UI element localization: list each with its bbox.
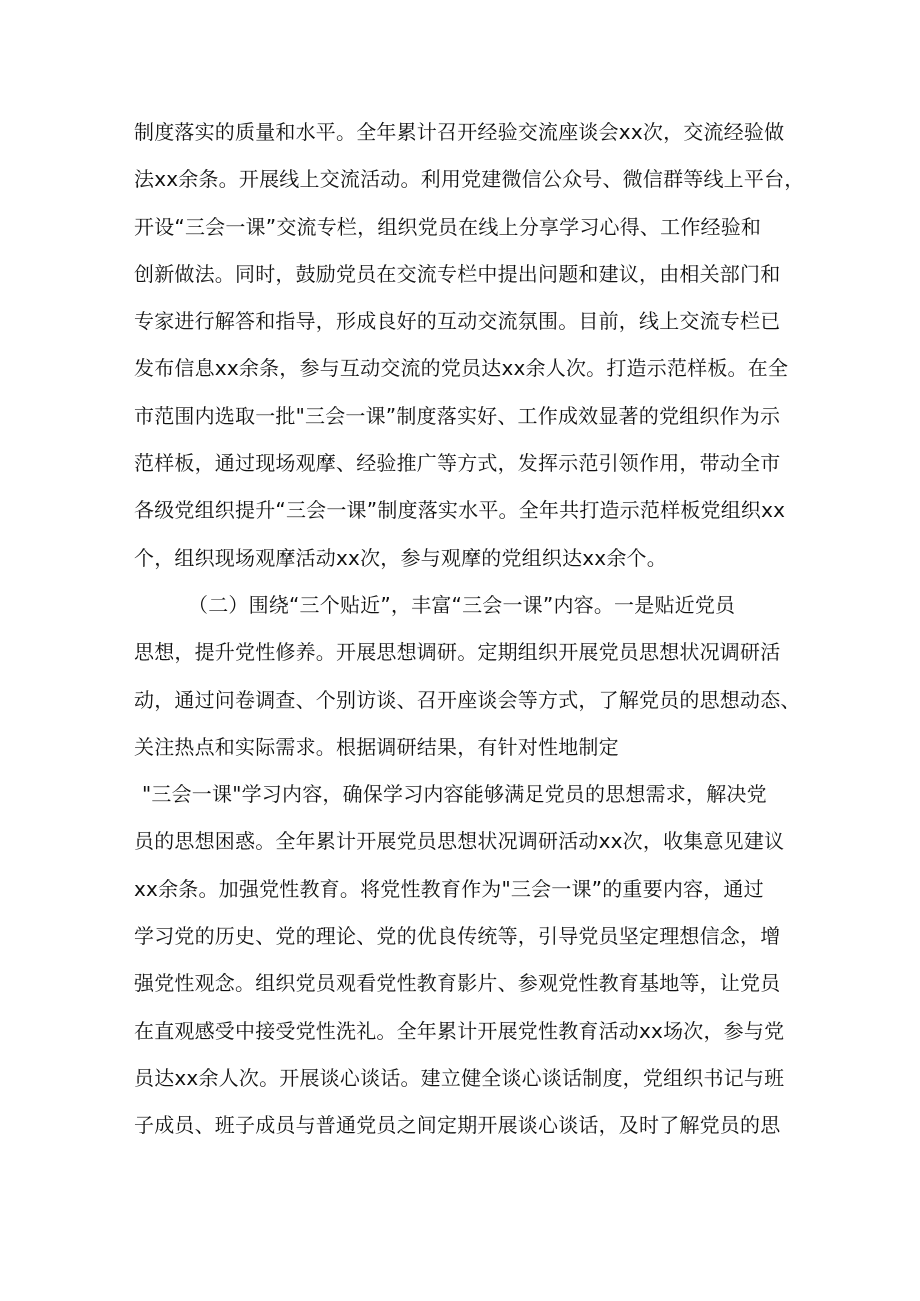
section-heading-line: （二）围绕“三个贴近”，丰富“三会一课”内容。一是贴近党员 bbox=[188, 592, 736, 617]
text-line: 开设“三会一课”交流专栏，组织党员在线上分享学习心得、工作经验和 bbox=[134, 214, 762, 239]
text-line: 学习党的历史、党的理论、党的优良传统等，引导党员坚定理想信念，增 bbox=[134, 924, 781, 949]
text-line: 个，组织现场观摩活动xx次，参与观摩的党组织达xx余个。 bbox=[134, 545, 667, 570]
text-line: 强党性观念。组织党员观看党性教育影片、参观党性教育基地等，让党员 bbox=[134, 971, 781, 996]
text-line: 范样板，通过现场观摩、经验推广等方式，发挥示范引领作用，带动全市 bbox=[134, 451, 781, 476]
text-line: 员的思想困惑。全年累计开展党员思想状况调研活动xx次，收集意见建议 bbox=[134, 829, 785, 854]
text-line: 制度落实的质量和水平。全年累计召开经验交流座谈会xx次，交流经验做 bbox=[134, 120, 785, 144]
text-line: 动，通过问卷调查、个别访谈、召开座谈会等方式，了解党员的思想动态、 bbox=[134, 687, 801, 712]
text-line: 思想，提升党性修养。开展思想调研。定期组织开展党员思想状况调研活 bbox=[134, 640, 781, 665]
text-line: 各级党组织提升“三会一课”制度落实水平。全年共打造示范样板党组织xx bbox=[134, 498, 786, 523]
text-line: 员达xx余人次。开展谈心谈话。建立健全谈心谈话制度，党组织书记与班 bbox=[134, 1065, 785, 1090]
text-line: 关注热点和实际需求。根据调研结果，有针对性地制定 bbox=[134, 734, 619, 759]
text-line: "三会一课"学习内容，确保学习内容能够满足党员的思想需求，解决党 bbox=[142, 782, 767, 807]
text-line: 创新做法。同时，鼓励党员在交流专栏中提出问题和建议，由相关部门和 bbox=[134, 261, 781, 286]
body-text bbox=[134, 109, 805, 1150]
text-line: 市范围内选取一批"三会一课”制度落实好、工作成效显著的党组织作为示 bbox=[134, 403, 781, 428]
text-line: 发布信息xx余条，参与互动交流的党员达xx余人次。打造示范样板。在全 bbox=[134, 356, 789, 381]
text-line: 专家进行解答和指导，形成良好的互动交流氛围。目前，线上交流专栏已 bbox=[134, 309, 781, 334]
text-line: 在直观感受中接受党性洗礼。全年累计开展党性教育活动xx场次，参与党 bbox=[134, 1018, 785, 1043]
text-line: 子成员、班子成员与普通党员之间定期开展谈心谈话，及时了解党员的思 bbox=[134, 1113, 781, 1138]
text-line: 法xx余条。开展线上交流活动。利用党建微信公众号、微信群等线上平台， bbox=[134, 167, 805, 192]
text-line: xx余条。加强党性教育。将党性教育作为"三会一课”的重要内容，通过 bbox=[134, 876, 764, 901]
